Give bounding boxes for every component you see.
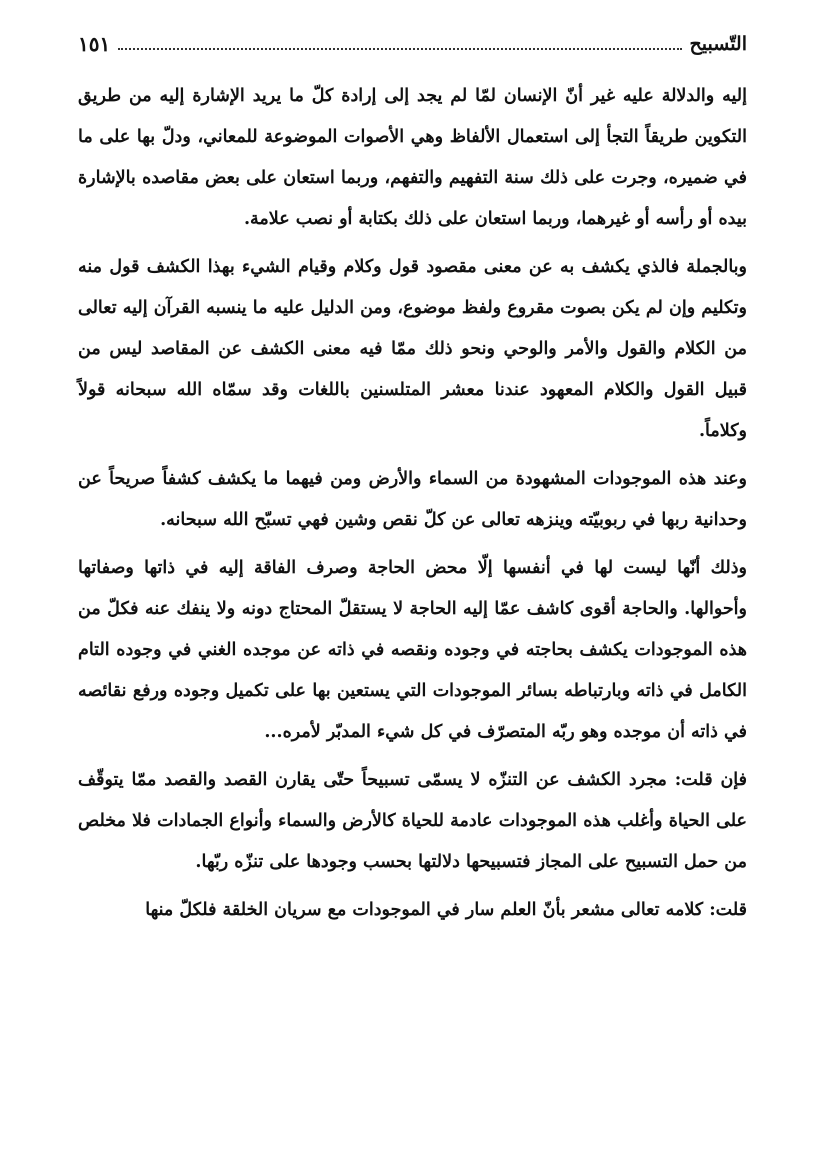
paragraph-2: وبالجملة فالذي يكشف به عن معنى مقصود قول وكلام وقيام الشيء بهذا الكشف قول منه وتكليم وإن لم يكن بصوت مقروع ولفظ موضوع، ومن الدليل عليه ما ينسبه القرآن إليه تعالى من الكلام والقول والأمر والوحي ونحو ذلك ممّا فيه معنى الكشف عن المقاصد ليس من قبيل القول والكلام المعهود عندنا معشر المتلسنين باللغات وقد سمّاه الله سبحانه قولاً وكلاماً. bbox=[78, 257, 747, 441]
running-header bbox=[78, 24, 747, 64]
page-number: ١٥١ bbox=[78, 32, 111, 56]
paragraph-5: فإن قلت: مجرد الكشف عن التنزّه لا يسمّى تسبيحاً حتّى يقارن القصد والقصد ممّا يتوقّف على الحياة وأغلب هذه الموجودات عادمة للحياة كالأرض والسماء وأنواع الجمادات فلا مخلص من حمل التسبيح على المجاز فتسبيحها دلالتها بحسب وجودها على تنزّه ربّها. bbox=[78, 770, 747, 872]
header-title: التّسبيح bbox=[689, 33, 747, 55]
paragraph-6: قلت: كلامه تعالى مشعر بأنّ العلم سار في الموجودات مع سريان الخلقة فلكلّ منها bbox=[145, 900, 747, 920]
body-text bbox=[78, 76, 747, 938]
paragraph-1: إليه والدلالة عليه غير أنّ الإنسان لمّا لم يجد إلى إرادة كلّ ما يريد الإشارة إليه من طريق التكوين طريقاً التجأ إلى استعمال الألفاظ وهي الأصوات الموضوعة للمعاني، ودلّ بها على ما في ضميره، وجرت على ذلك سنة التفهيم والتفهم، وربما استعان على بعض مقاصده بالإشارة بيده أو رأسه أو غيرهما، وربما استعان على ذلك بكتابة أو نصب علامة. bbox=[78, 86, 747, 229]
header-dot-leader bbox=[118, 48, 681, 50]
paragraph-4: وذلك أنّها ليست لها في أنفسها إلّا محض الحاجة وصرف الفاقة إليه في ذاتها وصفاتها وأحوالها. والحاجة أقوى كاشف عمّا إليه الحاجة لا يستقلّ المحتاج دونه ولا ينفك عنه فكلّ من هذه الموجودات يكشف بحاجته في وجوده ونقصه في ذاته عن موجده الغني في وجوده التام الكامل في ذاته وبارتباطه بسائر الموجودات التي يستعين بها على تكميل وجوده ورفع نقائصه في ذاته أن موجده وهو ربّه المتصرّف في كل شيء المدبّر لأمره... bbox=[78, 558, 747, 742]
paragraph-3: وعند هذه الموجودات المشهودة من السماء والأرض ومن فيهما ما يكشف كشفاً صريحاً عن وحدانية ربها في ربوبيّته وينزهه تعالى عن كلّ نقص وشين فهي تسبّح الله سبحانه. bbox=[78, 469, 747, 530]
